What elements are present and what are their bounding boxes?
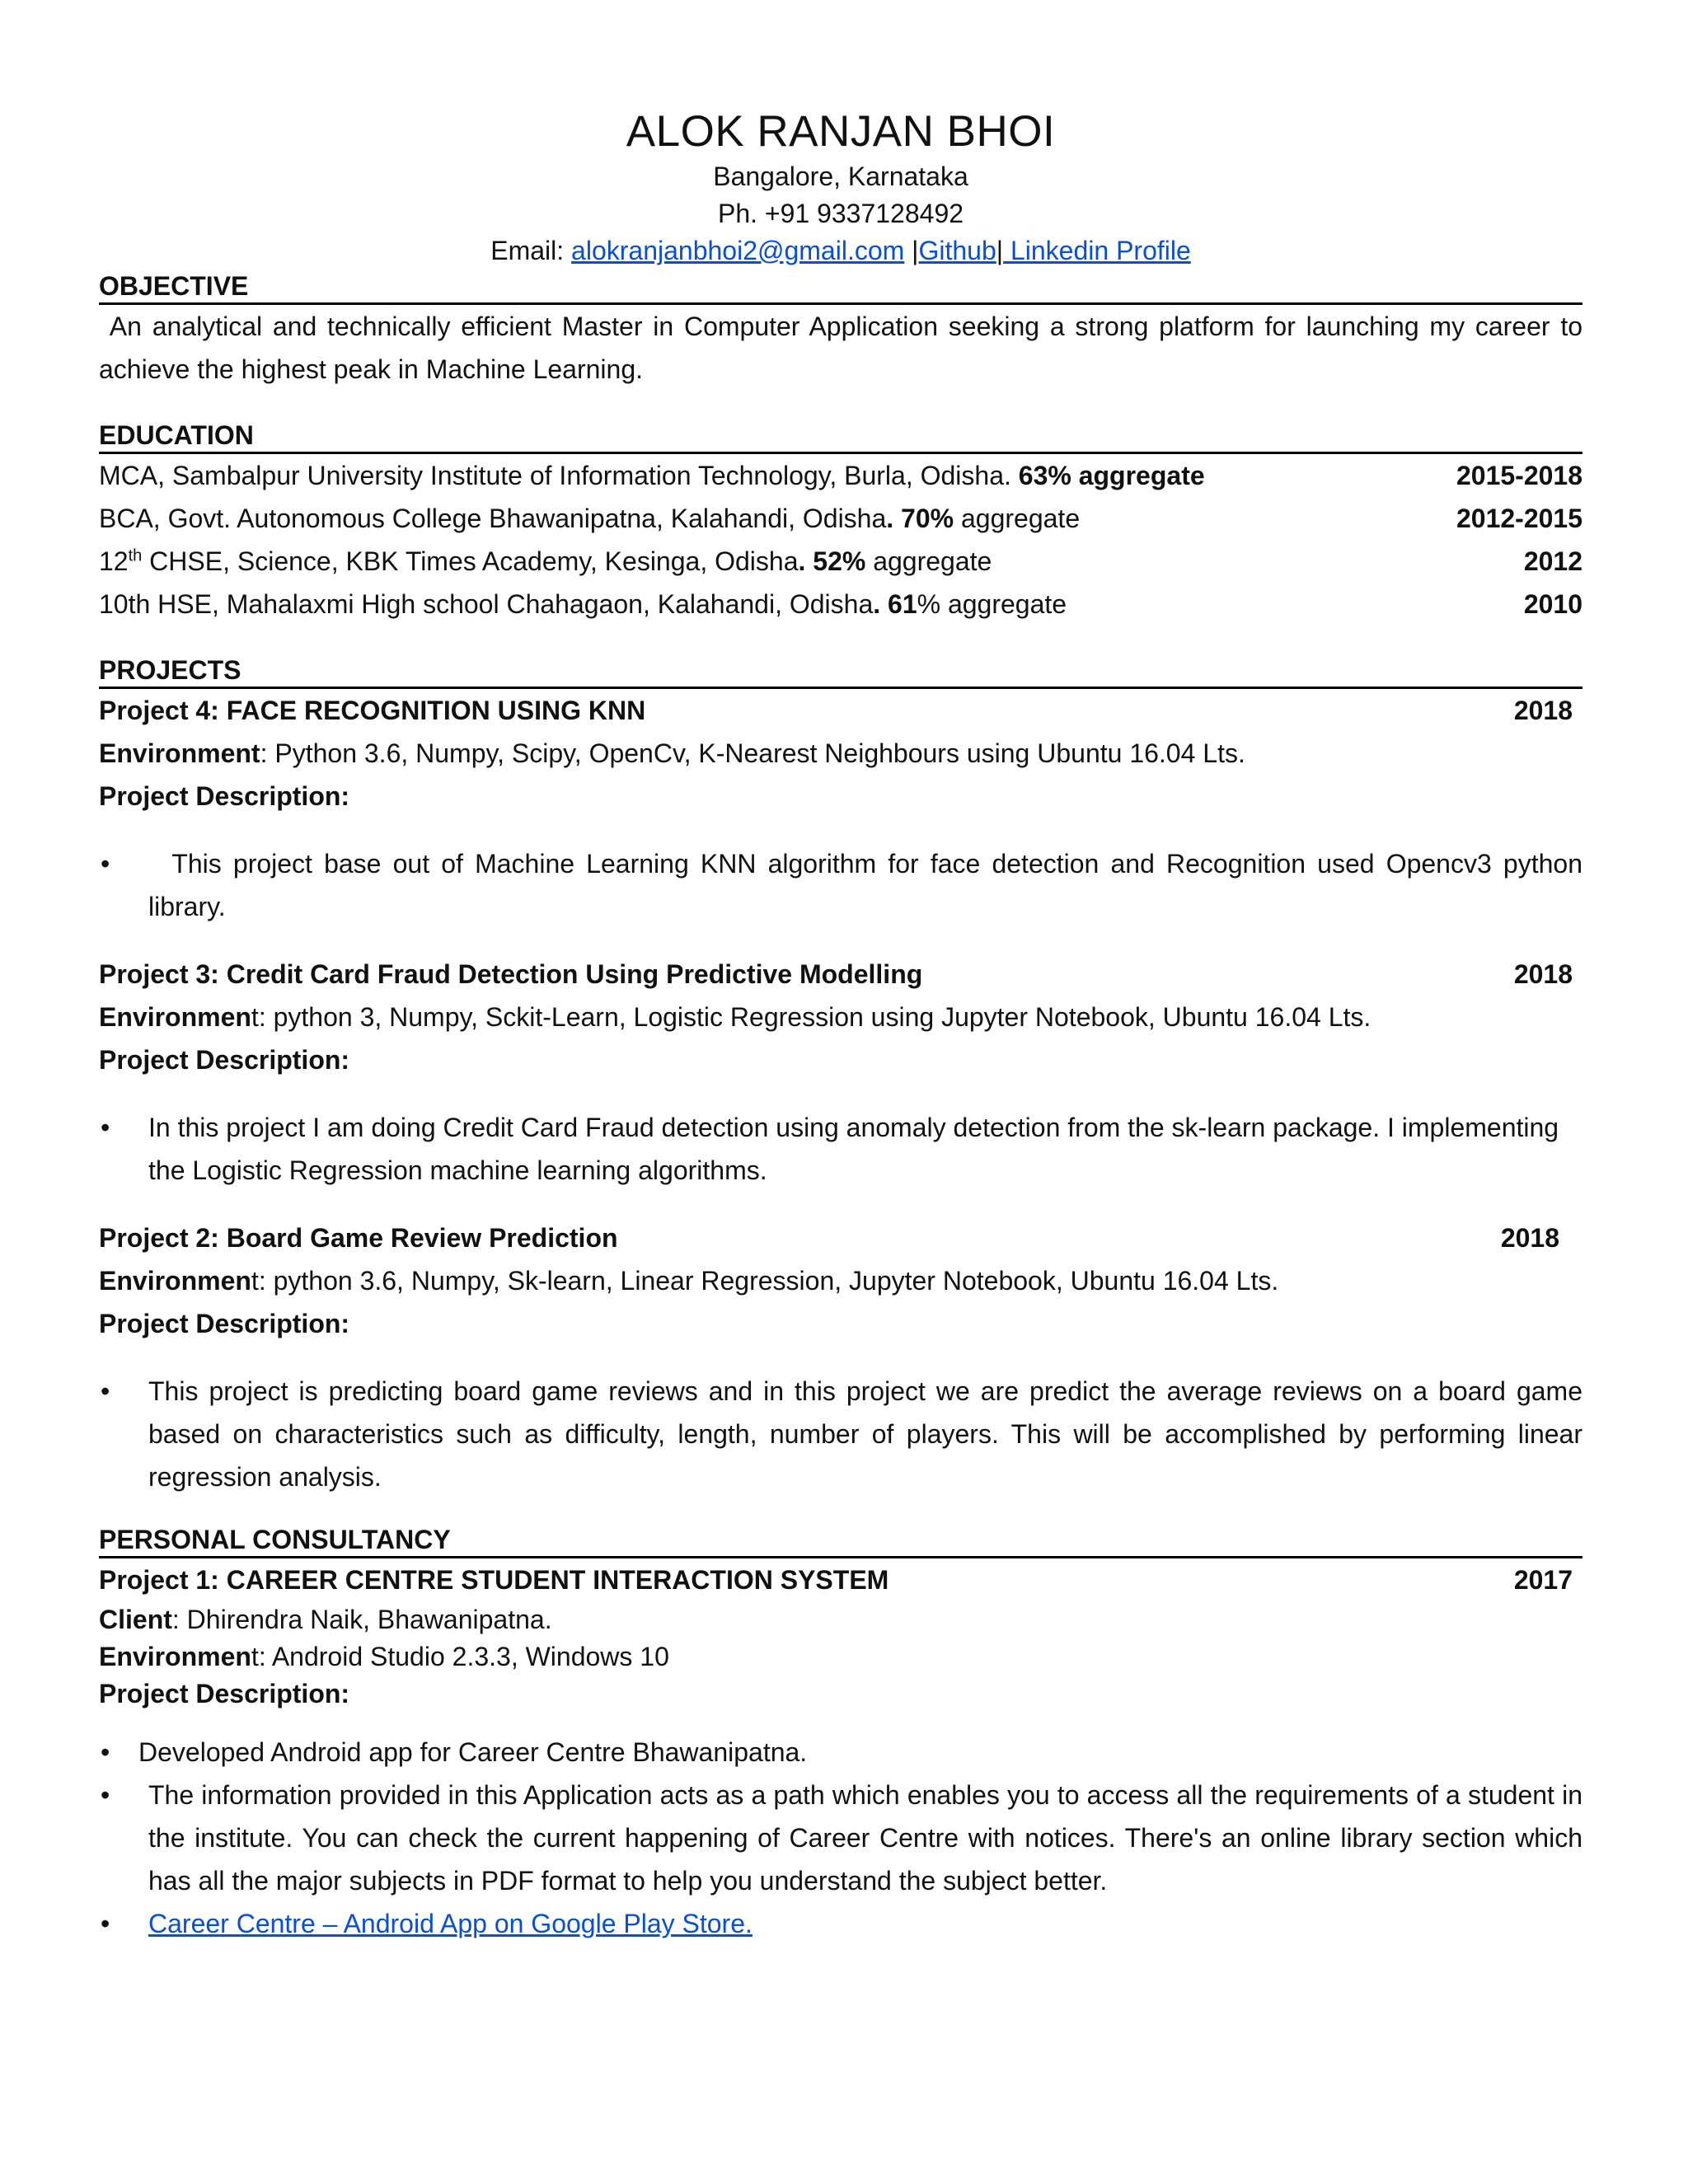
project-client: Client: Dhirendra Naik, Bhawanipatna. xyxy=(99,1605,552,1634)
bullet-icon: • xyxy=(101,1780,110,1810)
list-item: • This project is predicting board game reviews and in this project we are predict the average reviews on a board game based on characteristics such as difficulty, length, number of players. This will be accomplished by performing linear regression analysis. xyxy=(99,1370,1582,1498)
project-environment: Environment: Python 3.6, Numpy, Scipy, OpenCv, K-Nearest Neighbours using Ubuntu 16.04 Lts. xyxy=(99,738,1245,768)
project-environment: Environment: Android Studio 2.3.3, Windows 10 xyxy=(99,1642,669,1671)
project-title: Project 3: Credit Card Fraud Detection Using Predictive Modelling xyxy=(99,959,923,989)
project-bullets xyxy=(99,1370,1582,1498)
bullet-icon: • xyxy=(101,1376,110,1406)
email-label: Email: xyxy=(490,236,572,265)
education-year: 2015-2018 xyxy=(1456,461,1582,490)
education-detail: BCA, Govt. Autonomous College Bhawanipatna, Kalahandi, Odisha. 70% aggregate xyxy=(99,504,1081,533)
objective-text: An analytical and technically efficient Master in Computer Application seeking a strong platform for launching my career to achieve the highest peak in Machine Learning. xyxy=(99,312,1590,384)
education-row xyxy=(99,540,1582,583)
education-year: 2012 xyxy=(1523,546,1582,576)
bullet-icon: • xyxy=(101,1909,110,1938)
project-bullets xyxy=(99,842,1590,928)
list-item: • In this project I am doing Credit Card Fraud detection using anomaly detection from the sk-learn package. I implementing the Logistic Regression machine learning algorithms. xyxy=(99,1106,1582,1192)
education-row xyxy=(99,583,1582,626)
education-detail: 10th HSE, Mahalaxmi High school Chahagaon, Kalahandi, Odisha. 61% aggregate xyxy=(99,589,1067,619)
project-year: 2017 xyxy=(1513,1565,1573,1595)
project-bullets xyxy=(99,1731,1582,1945)
project-item xyxy=(99,1216,1582,1498)
education-detail: 12th CHSE, Science, KBK Times Academy, Kesinga, Odisha. 52% aggregate xyxy=(99,546,992,576)
list-item: • This project base out of Machine Learning KNN algorithm for face detection and Recognition used Opencv3 python library. xyxy=(99,842,1582,928)
bullet-icon: • xyxy=(101,849,110,879)
linkedin-link[interactable]: Linkedin Profile xyxy=(1003,236,1191,265)
section-title-consultancy: PERSONAL CONSULTANCY xyxy=(99,1523,1582,1558)
project-item xyxy=(99,953,1582,1192)
email-link[interactable]: alokranjanbhoi2@gmail.com xyxy=(571,236,905,265)
education-row xyxy=(99,454,1582,497)
education-year: 2012-2015 xyxy=(1456,504,1582,533)
list-item: • Developed Android app for Career Centre Bhawanipatna. xyxy=(99,1731,1582,1774)
section-title-projects: PROJECTS xyxy=(99,654,1582,689)
project-description-label: Project Description: xyxy=(99,781,350,811)
education-row xyxy=(99,497,1582,540)
project-title: Project 4: FACE RECOGNITION USING KNN xyxy=(99,696,646,725)
bullet-icon: • xyxy=(101,1113,110,1142)
play-store-link[interactable]: Career Centre – Android App on Google Play Store. xyxy=(148,1909,753,1938)
section-title-objective: OBJECTIVE xyxy=(99,269,1582,305)
phone: Ph. +91 9337128492 xyxy=(717,199,964,228)
location: Bangalore, Karnataka xyxy=(713,162,968,191)
resume-header xyxy=(99,105,1582,269)
education-list xyxy=(99,454,1582,626)
education-detail: MCA, Sambalpur University Institute of Information Technology, Burla, Odisha. 63% aggregate xyxy=(99,461,1205,490)
education-year: 2010 xyxy=(1523,589,1582,619)
project-description-label: Project Description: xyxy=(99,1309,350,1338)
separator: | xyxy=(996,236,1004,265)
project-year: 2018 xyxy=(1500,1223,1559,1253)
project-year: 2018 xyxy=(1513,696,1573,725)
project-item xyxy=(99,689,1590,928)
project-bullets xyxy=(99,1106,1582,1192)
project-title: Project 2: Board Game Review Prediction xyxy=(99,1223,618,1253)
project-environment: Environment: python 3, Numpy, Sckit-Learn, Logistic Regression using Jupyter Notebook, Ubuntu 16.04 Lts. xyxy=(99,1002,1372,1032)
github-link[interactable]: Github xyxy=(918,236,996,265)
consultancy-item xyxy=(99,1558,1582,1945)
contact-links xyxy=(99,232,1582,269)
project-year: 2018 xyxy=(1513,959,1573,989)
project-title: Project 1: CAREER CENTRE STUDENT INTERACTION SYSTEM xyxy=(99,1565,889,1595)
bullet-icon: • xyxy=(101,1737,110,1767)
project-environment: Environment: python 3.6, Numpy, Sk-learn, Linear Regression, Jupyter Notebook, Ubuntu 16.04 Lts. xyxy=(99,1266,1279,1296)
project-description-label: Project Description: xyxy=(99,1679,350,1708)
candidate-name: ALOK RANJAN BHOI xyxy=(626,107,1056,156)
section-title-education: EDUCATION xyxy=(99,419,1582,454)
resume-page xyxy=(99,105,1590,1945)
separator: | xyxy=(904,236,919,265)
project-description-label: Project Description: xyxy=(99,1045,350,1075)
list-item: • The information provided in this Application acts as a path which enables you to access all the requirements of a student in the institute. You can check the current happening of Career Centre with notices. There's an online library section which has all the major subjects in PDF format to help you understand the subject better. xyxy=(99,1774,1582,1902)
list-item xyxy=(99,1902,1582,1945)
